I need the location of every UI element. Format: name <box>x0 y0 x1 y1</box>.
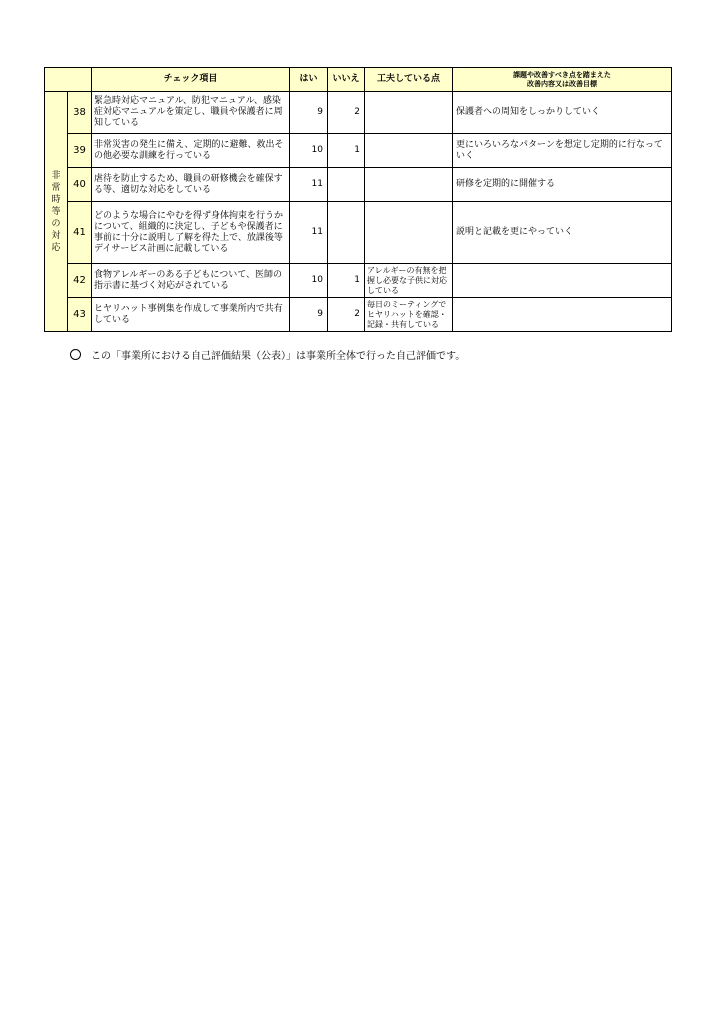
yes-count: 9 <box>290 298 328 332</box>
improvement-text: 説明と記載を更にやっていく <box>453 202 672 264</box>
yes-count: 10 <box>290 264 328 298</box>
yes-count: 10 <box>290 134 328 168</box>
header-ingenuity: 工夫している点 <box>365 68 453 92</box>
improvement-text: 更にいろいろなパターンを想定し定期的に行なっていく <box>453 134 672 168</box>
no-count: 1 <box>328 134 365 168</box>
ingenuity-text: アレルギーの有無を把握し必要な子供に対応している <box>365 264 453 298</box>
header-improvement-line1: 課題や改善すべき点を踏まえた <box>513 70 611 79</box>
ingenuity-text <box>365 134 453 168</box>
ingenuity-text: 毎日のミーティングでヒヤリハットを確認・記録・共有している <box>365 298 453 332</box>
yes-count: 11 <box>290 168 328 202</box>
no-count: 2 <box>328 298 365 332</box>
check-item-text: 緊急時対応マニュアル、防犯マニュアル、感染症対応マニュアルを策定し、職員や保護者に周知している <box>92 92 290 134</box>
check-item-text: どのような場合にやむを得ず身体拘束を行うかについて、組織的に決定し、子どもや保護者に事前に十分に説明し了解を得た上で、放課後等デイサービス計画に記載している <box>92 202 290 264</box>
row-number: 40 <box>68 168 92 202</box>
yes-count: 11 <box>290 202 328 264</box>
category-label: 非常時等の対応 <box>51 170 61 253</box>
row-number: 38 <box>68 92 92 134</box>
check-item-text: 虐待を防止するため、職員の研修機会を確保する等、適切な対応をしている <box>92 168 290 202</box>
table-row <box>45 264 672 298</box>
no-count <box>328 168 365 202</box>
row-number: 43 <box>68 298 92 332</box>
row-number: 41 <box>68 202 92 264</box>
table-header-row <box>45 68 672 92</box>
check-item-text: 食物アレルギーのある子どもについて、医師の指示書に基づく対応がされている <box>92 264 290 298</box>
footer-note-text: この「事業所における自己評価結果（公表）」は事業所全体で行った自己評価です。 <box>91 351 466 362</box>
footer-note <box>70 349 465 363</box>
header-improvement-line2: 改善内容又は改善目標 <box>527 79 597 88</box>
improvement-text: 保護者への周知をしっかりしていく <box>453 92 672 134</box>
ingenuity-text <box>365 92 453 134</box>
table-row <box>45 134 672 168</box>
header-no: いいえ <box>328 68 365 92</box>
header-check-item: チェック項目 <box>92 68 290 92</box>
check-item-text: ヒヤリハット事例集を作成して事業所内で共有している <box>92 298 290 332</box>
row-number: 42 <box>68 264 92 298</box>
table-row <box>45 202 672 264</box>
header-improvement <box>453 68 672 92</box>
self-evaluation-table <box>44 67 672 332</box>
ingenuity-text <box>365 202 453 264</box>
check-item-text: 非常災害の発生に備え、定期的に避難、救出その他必要な訓練を行っている <box>92 134 290 168</box>
header-blank-cell <box>45 68 92 92</box>
circle-bullet-icon <box>70 349 81 360</box>
no-count: 2 <box>328 92 365 134</box>
category-cell <box>45 92 68 332</box>
improvement-text <box>453 298 672 332</box>
yes-count: 9 <box>290 92 328 134</box>
header-yes: はい <box>290 68 328 92</box>
no-count <box>328 202 365 264</box>
improvement-text <box>453 264 672 298</box>
row-number: 39 <box>68 134 92 168</box>
table-row <box>45 92 672 134</box>
table-row <box>45 168 672 202</box>
table-row <box>45 298 672 332</box>
ingenuity-text <box>365 168 453 202</box>
no-count: 1 <box>328 264 365 298</box>
improvement-text: 研修を定期的に開催する <box>453 168 672 202</box>
